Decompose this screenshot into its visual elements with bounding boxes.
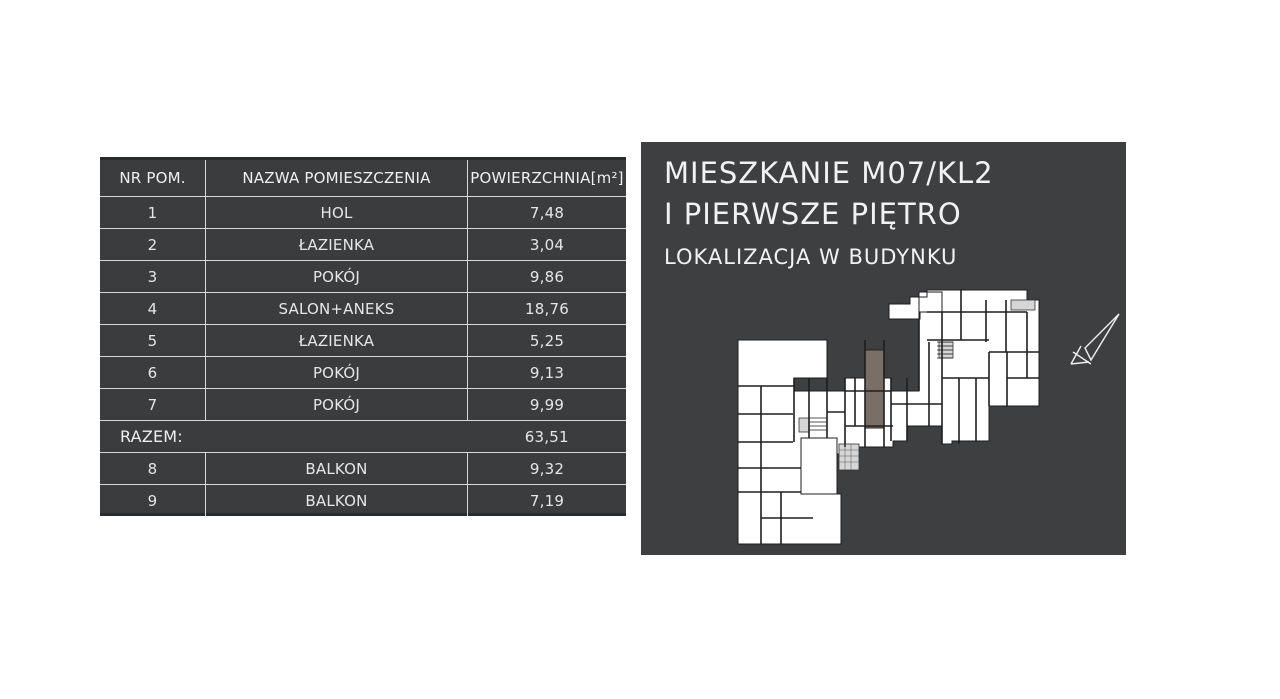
- highlighted-apartment: [865, 350, 884, 428]
- table-row: [100, 485, 626, 517]
- table-header-row: [100, 160, 626, 197]
- row-area: 5,25: [468, 325, 627, 357]
- row-name: BALKON: [206, 485, 468, 517]
- floor-title: I PIERWSZE PIĘTRO: [664, 197, 962, 231]
- row-name: SALON+ANEKS: [206, 293, 468, 325]
- floor-plan: [641, 142, 1126, 555]
- row-nr: 5: [100, 325, 206, 357]
- row-name: POKÓJ: [206, 389, 468, 421]
- row-nr: 1: [100, 197, 206, 229]
- header-name: NAZWA POMIESZCZENIA: [206, 160, 468, 197]
- row-nr: 6: [100, 357, 206, 389]
- table-row: [100, 325, 626, 357]
- apartment-title: MIESZKANIE M07/KL2: [664, 156, 994, 190]
- row-nr: 7: [100, 389, 206, 421]
- row-nr: 2: [100, 229, 206, 261]
- table-row: [100, 197, 626, 229]
- row-name: POKÓJ: [206, 357, 468, 389]
- row-nr: 9: [100, 485, 206, 517]
- location-panel: [641, 142, 1126, 555]
- north-arrow-icon: [1071, 314, 1119, 364]
- row-name: BALKON: [206, 453, 468, 485]
- total-area: 63,51: [468, 421, 627, 453]
- location-subtitle: LOKALIZACJA W BUDYNKU: [664, 245, 958, 269]
- row-area: 3,04: [468, 229, 627, 261]
- table-row: [100, 389, 626, 421]
- row-area: 18,76: [468, 293, 627, 325]
- row-name: ŁAZIENKA: [206, 325, 468, 357]
- row-nr: 8: [100, 453, 206, 485]
- table-row: [100, 293, 626, 325]
- row-area: 9,13: [468, 357, 627, 389]
- row-name: POKÓJ: [206, 261, 468, 293]
- header-nr: NR POM.: [100, 160, 206, 197]
- row-name: ŁAZIENKA: [206, 229, 468, 261]
- row-area: 9,32: [468, 453, 627, 485]
- row-nr: 4: [100, 293, 206, 325]
- room-table: [100, 157, 626, 516]
- row-name: HOL: [206, 197, 468, 229]
- row-area: 9,86: [468, 261, 627, 293]
- table-row: [100, 357, 626, 389]
- row-area: 9,99: [468, 389, 627, 421]
- total-label: RAZEM:: [100, 421, 468, 453]
- row-area: 7,48: [468, 197, 627, 229]
- table-row: [100, 453, 626, 485]
- rooms-table: [100, 160, 626, 516]
- header-area: POWIERZCHNIA[m²]: [468, 160, 627, 197]
- table-row: [100, 261, 626, 293]
- row-area: 7,19: [529, 491, 565, 510]
- total-row: [100, 421, 626, 453]
- row-nr: 3: [100, 261, 206, 293]
- table-row: [100, 229, 626, 261]
